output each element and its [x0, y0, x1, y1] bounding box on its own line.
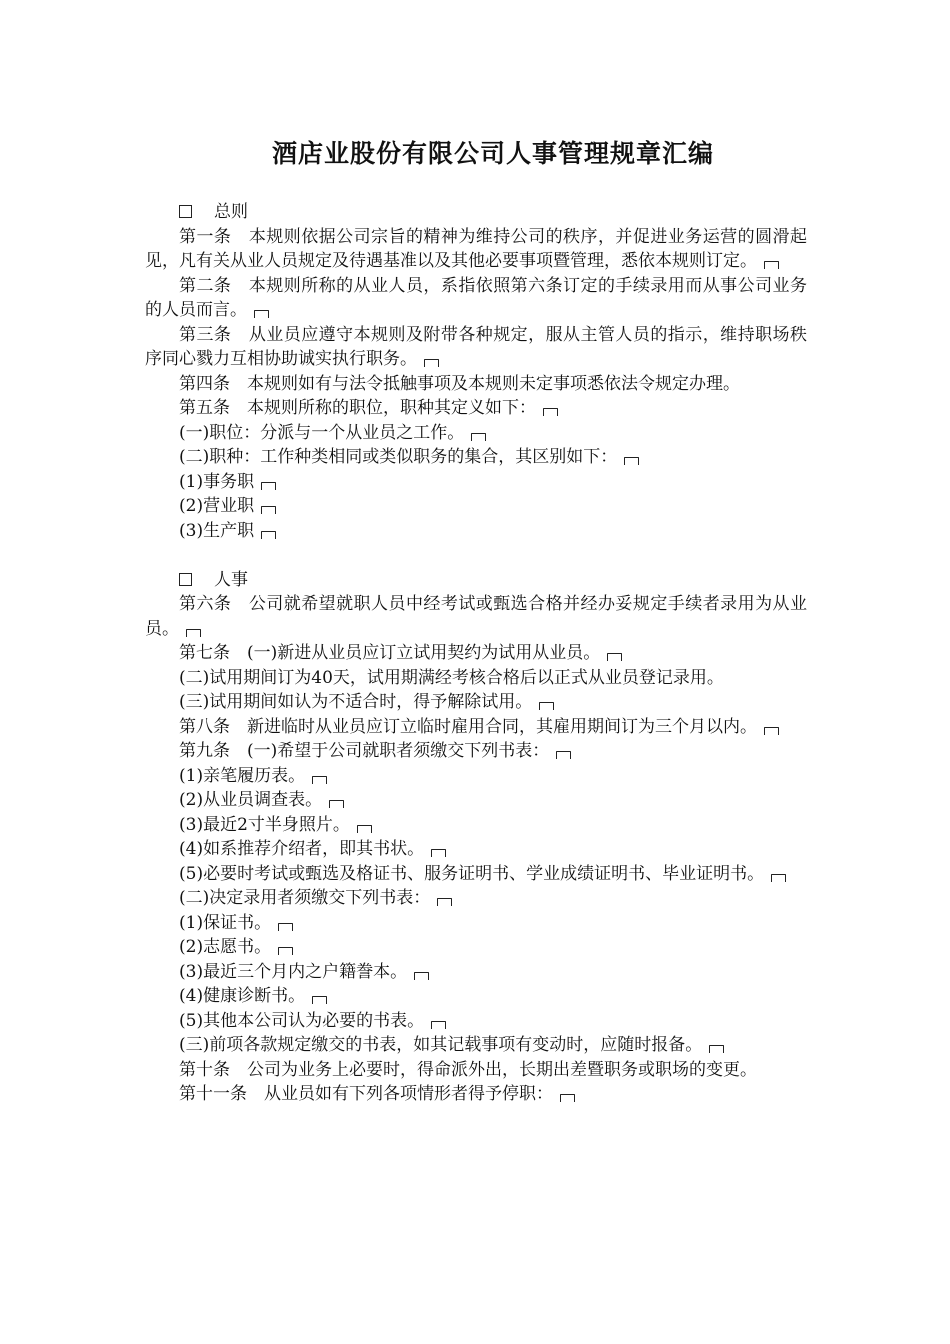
paragraph-text: 第六条 公司就希望就职人员中经考试或甄选合格并经办妥规定手续者录用为从业员。: [145, 594, 807, 639]
paragraph-text: (3)最近三个月内之户籍誊本。: [179, 961, 408, 982]
paragraph-text: (1)事务职: [179, 471, 255, 492]
section-heading-text: 人事: [214, 569, 248, 590]
paragraph: [145, 641, 807, 666]
paragraph: [145, 323, 807, 372]
paragraph: [145, 592, 807, 641]
paragraph-mark-icon: [424, 359, 439, 367]
paragraph-mark-icon: [560, 1094, 575, 1102]
paragraph: [145, 690, 807, 715]
paragraph: [145, 837, 807, 862]
paragraph-mark-icon: [261, 506, 276, 514]
paragraph-text: (2)营业职: [179, 496, 255, 516]
paragraph: [145, 470, 807, 495]
checkbox-square-icon: [179, 205, 192, 218]
document-title: 酒店业股份有限公司人事管理规章汇编: [271, 139, 714, 168]
paragraph-text: 第二条 本规则所称的从业人员，系指依照第六条订定的手续录用而从事公司业务的人员而言。: [145, 275, 807, 320]
checkbox-square-icon: [179, 573, 192, 586]
paragraph: [145, 225, 807, 274]
paragraph-mark-icon: [431, 1021, 446, 1029]
paragraph: [145, 1082, 807, 1107]
paragraph-mark-icon: [261, 482, 276, 490]
paragraph-mark-icon: [357, 825, 372, 833]
paragraph-text: (3)生产职: [179, 520, 255, 541]
paragraph: [145, 886, 807, 911]
paragraph-mark-icon: [254, 310, 269, 318]
paragraph-mark-icon: [709, 1045, 724, 1053]
paragraph-text: (4)如系推荐介绍者，即其书状。: [179, 839, 425, 859]
paragraph-mark-icon: [556, 751, 571, 759]
paragraph: [145, 421, 807, 446]
section-heading: [145, 200, 807, 225]
paragraph: [145, 813, 807, 838]
paragraph: [145, 984, 807, 1009]
paragraph-text: (2)志愿书。: [179, 937, 272, 957]
paragraph: [145, 396, 807, 421]
paragraph-mark-icon: [437, 898, 452, 906]
paragraph-mark-icon: [278, 923, 293, 931]
paragraph: [145, 519, 807, 544]
paragraph-mark-icon: [624, 457, 639, 465]
section-heading: [145, 568, 807, 593]
paragraph: [145, 274, 807, 323]
paragraph: [145, 935, 807, 960]
paragraph-text: 第十条 公司为业务上必要时，得命派外出，长期出差暨职务或职场的变更。: [179, 1059, 757, 1080]
paragraph-text: (二)试用期间订为40天，试用期满经考核合格后以正式从业员登记录用。: [179, 667, 724, 688]
section-heading-text: 总则: [214, 202, 248, 222]
paragraph-text: 第十一条 从业员如有下列各项情形者得予停职：: [179, 1084, 553, 1104]
paragraph-mark-icon: [543, 408, 558, 416]
paragraph: [145, 494, 807, 519]
paragraph-mark-icon: [278, 947, 293, 955]
paragraph-mark-icon: [607, 653, 622, 661]
paragraph: [145, 1009, 807, 1034]
paragraph-text: (4)健康诊断书。: [179, 986, 306, 1006]
paragraph-text: 第八条 新进临时从业员应订立临时雇用合同，其雇用期间订为三个月以内。: [179, 716, 757, 737]
paragraph-mark-icon: [329, 800, 344, 808]
paragraph-text: (5)其他本公司认为必要的书表。: [179, 1010, 425, 1031]
paragraph-mark-icon: [312, 776, 327, 784]
paragraph: [145, 788, 807, 813]
paragraph-mark-icon: [414, 972, 429, 980]
paragraph-text: 第三条 从业员应遵守本规则及附带各种规定，服从主管人员的指示，维持职场秩序同心戮力互相协助诚实执行职务。: [145, 324, 807, 369]
paragraph: [145, 715, 807, 740]
paragraph-text: (5)必要时考试或甄选及格证书、服务证明书、学业成绩证明书、毕业证明书。: [179, 863, 765, 884]
paragraph: [145, 911, 807, 936]
paragraph-text: (二)职种：工作种类相同或类似职务的集合，其区别如下：: [179, 447, 618, 467]
paragraph-text: 第一条 本规则依据公司宗旨的精神为维持公司的秩序，并促进业务运营的圆滑起见，凡有关从业人员规定及待遇基准以及其他必要事项暨管理，悉依本规则订定。: [145, 226, 807, 271]
paragraph-text: (一)职位：分派与一个从业员之工作。: [179, 422, 465, 443]
paragraph-text: (3)最近2寸半身照片。: [179, 814, 350, 835]
paragraph: [145, 1033, 807, 1058]
paragraph-text: 第七条 (一)新进从业员应订立试用契约为试用从业员。: [179, 643, 601, 663]
paragraph: [145, 666, 807, 691]
paragraph-mark-icon: [186, 629, 201, 637]
paragraph: [145, 445, 807, 470]
paragraph-mark-icon: [431, 849, 446, 857]
paragraph-text: 第五条 本规则所称的职位，职种其定义如下：: [179, 398, 536, 418]
paragraph-mark-icon: [764, 261, 779, 269]
paragraph-text: 第四条 本规则如有与法令抵触事项及本规则未定事项悉依法令规定办理。: [179, 373, 740, 394]
paragraph-text: 第九条 (一)希望于公司就职者须缴交下列书表：: [179, 741, 550, 761]
paragraph-text: (三)前项各款规定缴交的书表，如其记载事项有变动时，应随时报备。: [179, 1035, 703, 1055]
paragraph-mark-icon: [764, 727, 779, 735]
paragraph-text: (三)试用期间如认为不适合时，得予解除试用。: [179, 692, 533, 712]
blank-line: [145, 543, 807, 568]
paragraph-mark-icon: [261, 531, 276, 539]
paragraph: [145, 862, 807, 887]
paragraph-text: (1)保证书。: [179, 912, 272, 933]
paragraph-text: (二)决定录用者须缴交下列书表：: [179, 888, 431, 908]
paragraph-mark-icon: [471, 433, 486, 441]
paragraph: [145, 372, 807, 397]
paragraph-mark-icon: [312, 996, 327, 1004]
paragraph: [145, 764, 807, 789]
paragraph: [145, 960, 807, 985]
paragraph: [145, 1058, 807, 1083]
paragraph-mark-icon: [771, 874, 786, 882]
document-body: [145, 200, 807, 1107]
paragraph-text: (1)亲笔履历表。: [179, 765, 306, 786]
paragraph: [145, 739, 807, 764]
paragraph-mark-icon: [539, 702, 554, 710]
paragraph-text: (2)从业员调查表。: [179, 790, 323, 810]
